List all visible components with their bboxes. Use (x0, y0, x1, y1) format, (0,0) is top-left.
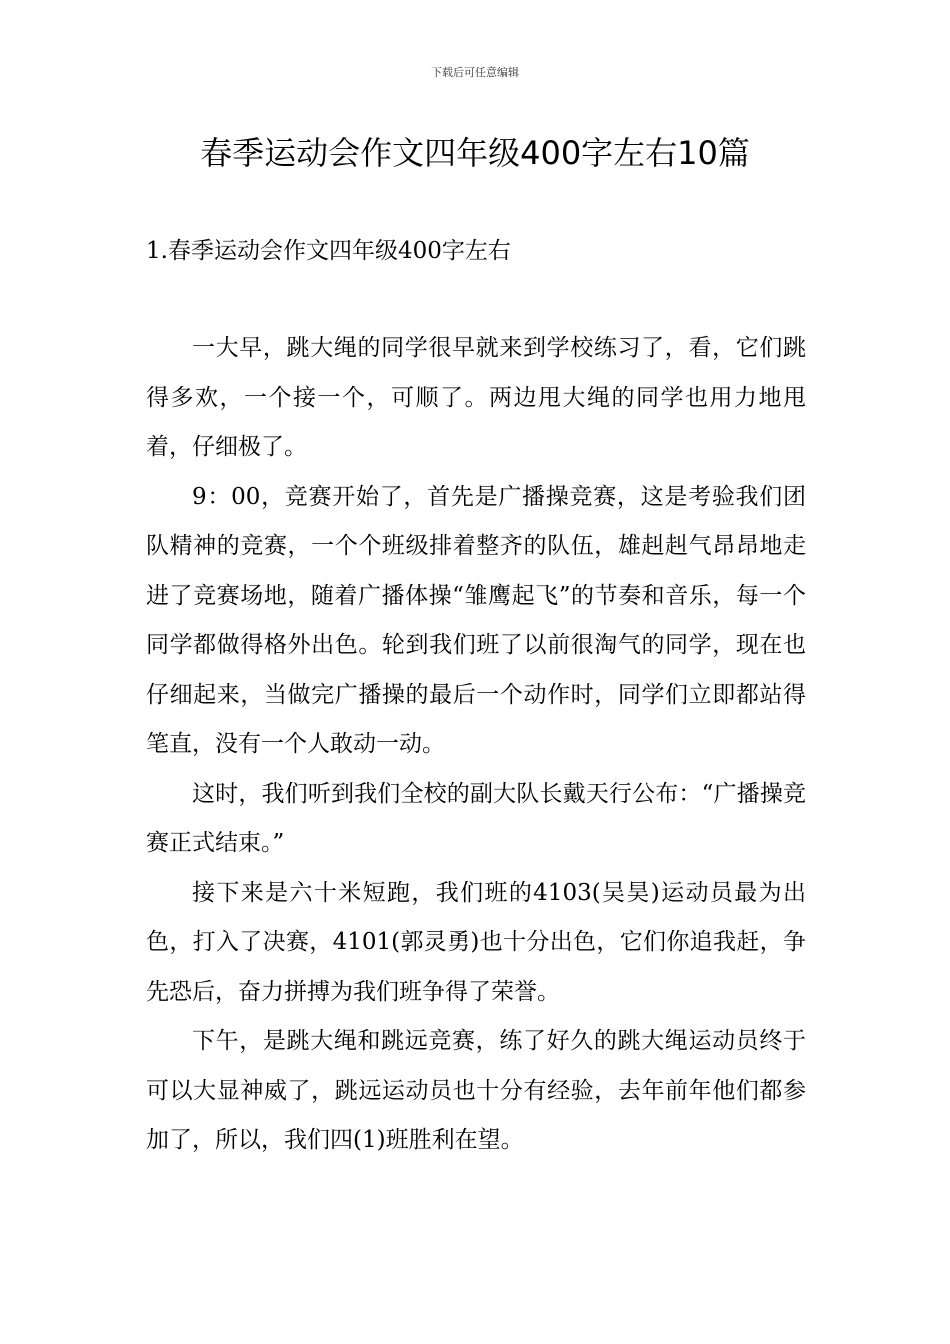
paragraph: 一大早，跳大绳的同学很早就来到学校练习了，看，它们跳得多欢，一个接一个，可顺了。两边甩大绳的同学也用力地甩着，仔细极了。 (146, 335, 806, 460)
header-note: 下载后可任意编辑 (431, 66, 519, 79)
paragraph: 接下来是六十米短跑，我们班的4103(吴昊)运动员最为出色，打入了决赛，4101(郭灵勇)也十分出色，它们你追我赶，争先恐后，奋力拼搏为我们班争得了荣誉。 (146, 879, 806, 1005)
paragraph: 这时，我们听到我们全校的副大队长戴天行公布：“广播操竞赛正式结束。” (146, 780, 806, 856)
document-body (146, 324, 806, 1166)
paragraph: 9：00，竞赛开始了，首先是广播操竞赛，这是考验我们团队精神的竞赛，一个个班级排着整齐的队伍，雄赳赳气昂昂地走进了竞赛场地，随着广播体操“雏鹰起飞”的节奏和音乐，每一个同学都做得格外出色。轮到我们班了以前很淘气的同学，现在也仔细起来，当做完广播操的最后一个动作时，同学们立即都站得笔直，没有一个人敢动一动。 (146, 483, 806, 757)
paragraph: 下午，是跳大绳和跳远竞赛，练了好久的跳大绳运动员终于可以大显神威了，跳远运动员也十分有经验，去年前年他们都参加了，所以，我们四(1)班胜利在望。 (146, 1028, 806, 1153)
section-heading: 1.春季运动会作文四年级400字左右 (146, 238, 511, 264)
document-title: 春季运动会作文四年级400字左右10篇 (200, 134, 750, 172)
